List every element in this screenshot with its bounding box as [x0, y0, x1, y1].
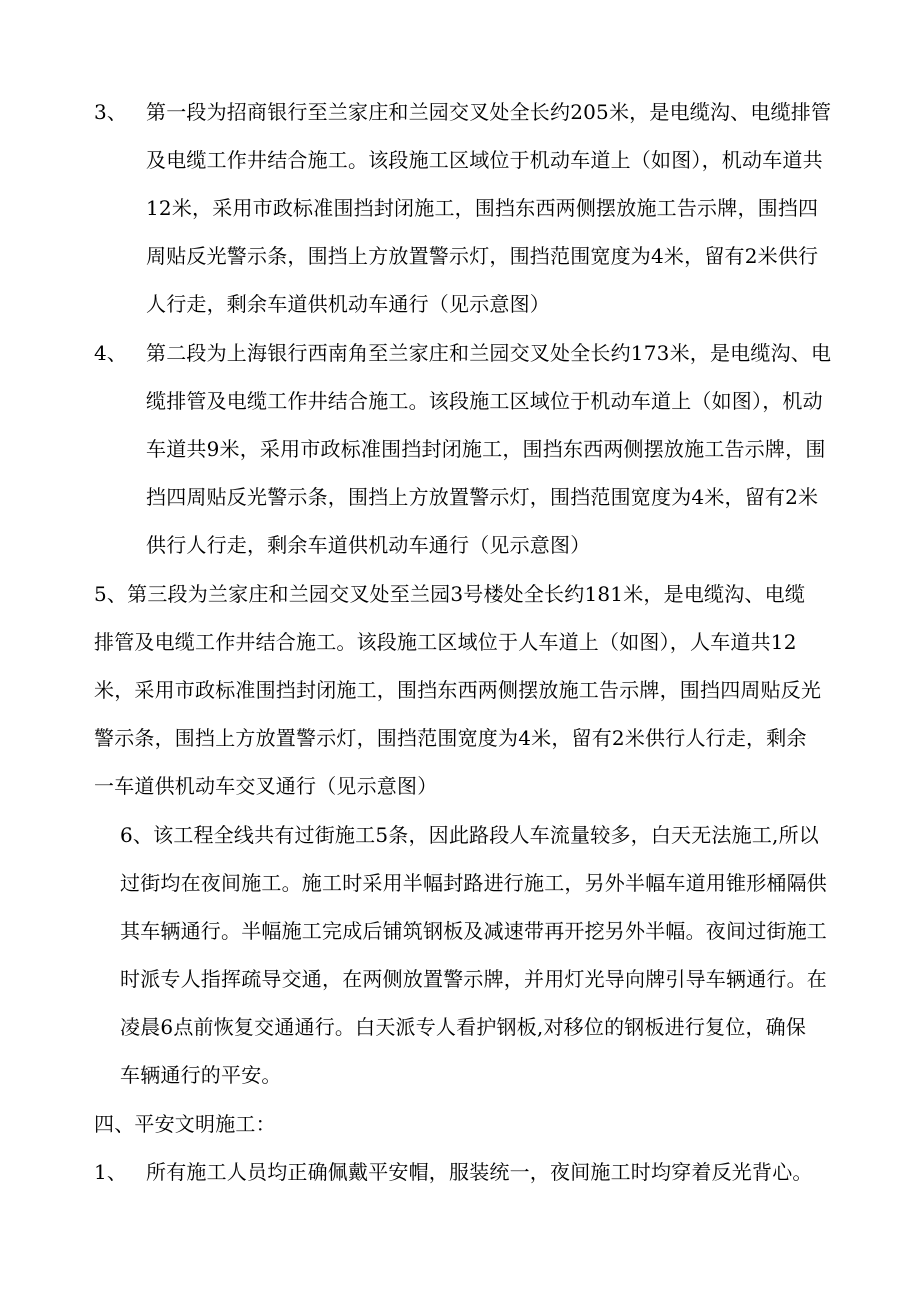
- item6-line-1: 6、该工程全线共有过街施工5条，因此路段人车流量较多，白天无法施工,所以: [120, 823, 820, 847]
- item6-line-6: 车辆通行的平安。: [120, 1063, 282, 1087]
- item4-marker: 4、: [94, 341, 128, 365]
- item5-line-1: 5、第三段为兰家庄和兰园交叉处至兰园3号楼处全长约181米，是电缆沟、电缆: [94, 582, 806, 606]
- item3-line-1: 第一段为招商银行至兰家庄和兰园交叉处全长约205米，是电缆沟、电缆排管: [146, 100, 832, 124]
- item5-line-3: 米，采用市政标准围挡封闭施工，围挡东西两侧摆放施工告示牌，围挡四周贴反光: [94, 678, 822, 702]
- item3-marker: 3、: [94, 100, 128, 124]
- item4-line-2: 缆排管及电缆工作井结合施工。该段施工区域位于机动车道上（如图），机动: [146, 389, 823, 413]
- item6-line-5: 凌晨6点前恢复交通通行。白天派专人看护钢板,对移位的钢板进行复位，确保: [120, 1015, 807, 1039]
- item4-line-4: 挡四周贴反光警示条，围挡上方放置警示灯，围挡范围宽度为4米，留有2米: [146, 485, 819, 509]
- section4-heading: 四、平安文明施工：: [94, 1112, 276, 1136]
- item5-line-2: 排管及电缆工作井结合施工。该段施工区域位于人车道上（如图），人车道共12: [94, 630, 797, 654]
- item4-line-3: 车道共9米，采用市政标准围挡封闭施工，围挡东西两侧摆放施工告示牌，围: [146, 437, 826, 461]
- item5-line-5: 一车道供机动车交叉通行（见示意图）: [94, 774, 438, 798]
- item6-line-4: 时派专人指挥疏导交通，在两侧放置警示牌，并用灯光导向牌引导车辆通行。在: [120, 967, 827, 991]
- item6-line-3: 其车辆通行。半幅施工完成后铺筑钢板及减速带再开挖另外半幅。夜间过街施工: [120, 919, 827, 943]
- item3-line-5: 人行走，剩余车道供机动车通行（见示意图）: [146, 292, 550, 316]
- section4-item1-text: 所有施工人员均正确佩戴平安帽，服装统一，夜间施工时均穿着反光背心。: [146, 1160, 813, 1184]
- item4-line-1: 第二段为上海银行西南角至兰家庄和兰园交叉处全长约173米，是电缆沟、电: [146, 341, 832, 365]
- section4-item1-marker: 1、: [94, 1160, 128, 1184]
- item3-line-3: 12米，采用市政标准围挡封闭施工，围挡东西两侧摆放施工告示牌，围挡四: [146, 196, 819, 220]
- item5-line-4: 警示条，围挡上方放置警示灯，围挡范围宽度为4米，留有2米供行人行走，剩余: [94, 726, 807, 750]
- item3-line-4: 周贴反光警示条，围挡上方放置警示灯，围挡范围宽度为4米，留有2米供行: [146, 244, 819, 268]
- item6-line-2: 过街均在夜间施工。施工时采用半幅封路进行施工，另外半幅车道用锥形桶隔供: [120, 871, 827, 895]
- item3-line-2: 及电缆工作井结合施工。该段施工区域位于机动车道上（如图），机动车道共: [146, 148, 823, 172]
- item4-line-5: 供行人行走，剩余车道供机动车通行（见示意图）: [146, 533, 591, 557]
